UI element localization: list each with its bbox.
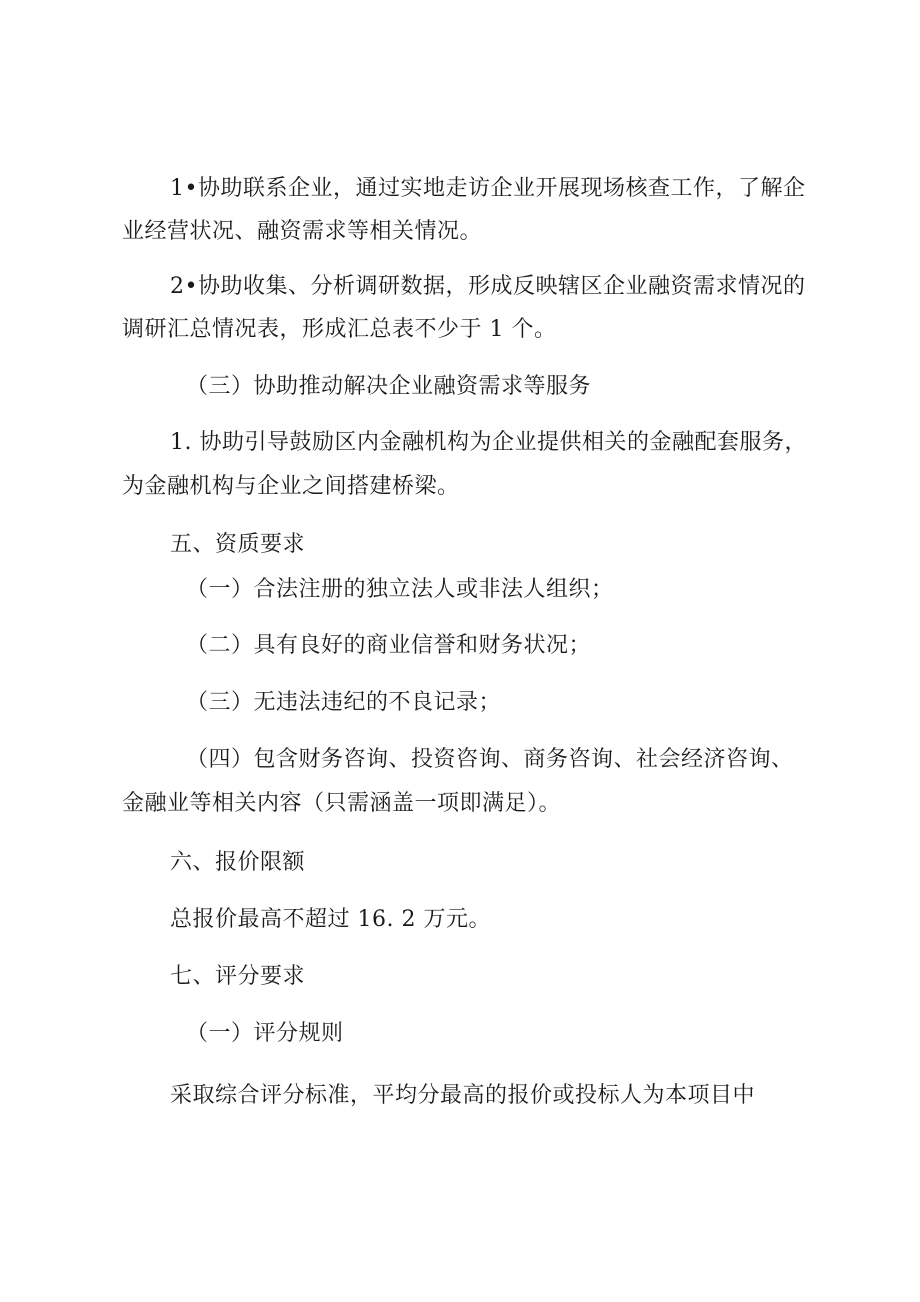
paragraph-item-3-line-2: 为金融机构与企业之间搭建桥梁。 [122, 474, 460, 499]
requirement-1: （一）合法注册的独立法人或非法人组织； [186, 577, 614, 602]
paragraph-item-2-line-2: 调研汇总情况表，形成汇总表不少于 1 个。 [122, 317, 557, 342]
scoring-rule-text: 采取综合评分标准，平均分最高的报价或投标人为本项目中 [170, 1083, 756, 1108]
section-heading-6: 六、报价限额 [170, 850, 306, 875]
requirement-4-line-1: （四）包含财务咨询、投资咨询、商务咨询、社会经济咨询、 [186, 747, 794, 772]
paragraph-item-1-line-2: 业经营状况、融资需求等相关情况。 [122, 219, 483, 244]
requirement-3: （三）无违法违纪的不良记录； [186, 690, 502, 715]
requirement-2: （二）具有良好的商业信誉和财务状况； [186, 633, 592, 658]
paragraph-item-2-line-1: 2•协助收集、分析调研数据，形成反映辖区企业融资需求情况的 [170, 274, 806, 299]
section-heading-7: 七、评分要求 [170, 964, 306, 989]
requirement-4-line-2: 金融业等相关内容（只需涵盖一项即满足）。 [122, 791, 562, 816]
price-limit-text: 总报价最高不超过 16. 2 万元。 [170, 907, 491, 932]
subsection-heading-3: （三）协助推动解决企业融资需求等服务 [186, 374, 592, 399]
scoring-rule-title: （一）评分规则 [186, 1021, 344, 1046]
section-heading-5: 五、资质要求 [170, 532, 306, 557]
paragraph-item-3-line-1: 1. 协助引导鼓励区内金融机构为企业提供相关的金融配套服务， [170, 430, 807, 455]
paragraph-item-1-line-1: 1•协助联系企业，通过实地走访企业开展现场核查工作，了解企 [170, 176, 806, 201]
